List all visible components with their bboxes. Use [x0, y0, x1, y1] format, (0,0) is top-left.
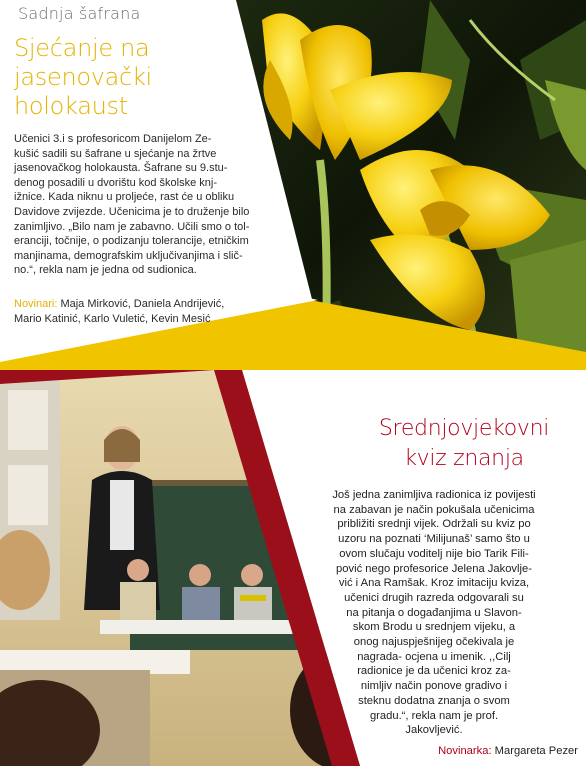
byline-label: Novinarka:: [438, 745, 492, 757]
article-body-crocus: [14, 132, 290, 278]
title-line: Srednjovjekovni: [378, 416, 550, 441]
article-title-quiz: [358, 414, 570, 474]
section-label: Sadnja šafrana: [18, 4, 141, 23]
byline-quiz: [388, 745, 578, 757]
title-line: kviz znanja: [404, 446, 524, 471]
title-line: holokaust: [14, 92, 128, 120]
byline-label: Novinari:: [14, 298, 58, 310]
body-text: Još jedna zanimljiva radionica iz povijesti na zabavan je način pokušala učenicima približiti srednji vijek. Održali su kviz po uzoru na poznati ‘Milijunaš’ samo što u ovom slučaju voditelj nije bio Tarik Fili- pović nego profesorice Jelena Jakovlje- vić i Ana Ramšak. Kroz imitaciju kviza, učenici drugih razreda odgovarali su na pitanja o događanjima u Slavon- skom Brodu u srednjem vijeku, a onog najuspješnijeg očekivala je nagrada- ocjena u imenik. ,,Cilj radionice je da učenici kroz za- nimljiv način ponove gradivo i steknu dodatna znanja o svom gradu.“, rekla nam je prof. Jakovljević.: [332, 489, 536, 737]
byline-names: Maja Mirković, Daniela Andrijević, Mario Katinić, Karlo Vuletić, Kevin Mesić: [14, 298, 225, 325]
article-title-crocus: [14, 34, 194, 121]
article-body-quiz: [298, 488, 570, 738]
byline-names: Margareta Pezer: [491, 745, 578, 757]
body-text: Učenici 3.i s profesoricom Danijelom Ze- kušić sadili su šafrane u sjećanje na žrtve jasenovačkog holokausta. Šafrane su 9.stu- denog posadili u dvorištu kod školske knj- ižnice. Kada niknu u proljeće, rast će u obliku Davidove zvijezde. Učenicima je to druženje bilo zanimljivo. „Bilo nam je zabavno. Učili smo o tol- eranciji, točnije, o podizanju tolerancije, etničkim manjinama, demografskim uključivanjima i slič- no.“, rekla nam je jedna od sudionica.: [14, 133, 250, 277]
title-line: jasenovački: [14, 63, 152, 91]
title-line: Sjećanje na: [14, 34, 150, 62]
byline-crocus: [14, 297, 290, 327]
